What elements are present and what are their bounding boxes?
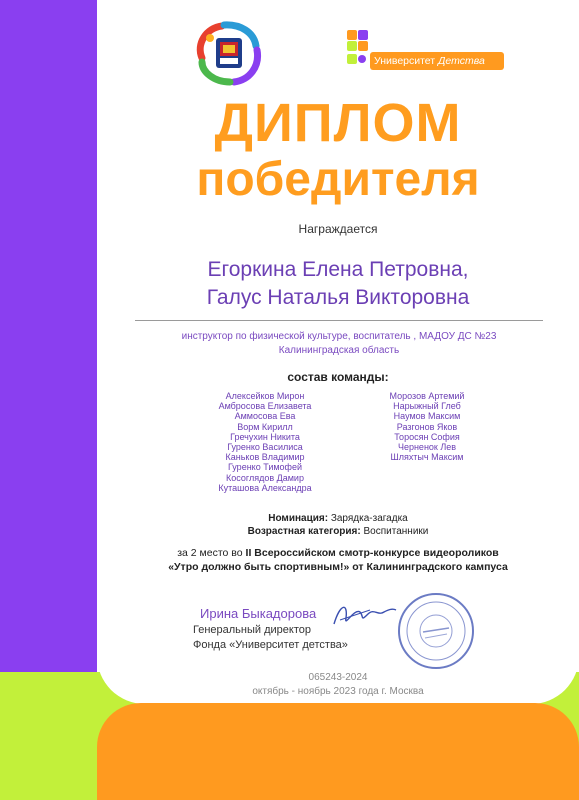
team-title: состав команды: bbox=[287, 370, 389, 384]
team-member: Куташова Александра bbox=[218, 482, 312, 493]
region-line: Калининградская область bbox=[278, 345, 400, 356]
team-member: Торосян София bbox=[394, 431, 460, 442]
nomination-value: Зарядка-загадка bbox=[328, 513, 408, 524]
team-member: Каньков Владимир bbox=[225, 452, 305, 463]
nomination-label: Номинация: bbox=[268, 513, 329, 524]
team-member: Амбросова Елизавета bbox=[218, 401, 312, 412]
brand-badge bbox=[370, 52, 504, 70]
diploma-title: ДИПЛОМ bbox=[214, 93, 462, 153]
nomination-line bbox=[97, 512, 579, 525]
signatory-organization: Фонда «Университет детства» bbox=[193, 639, 348, 651]
place-line-1 bbox=[97, 546, 579, 560]
team-member: Гуренко Тимофей bbox=[228, 462, 302, 473]
position-line: инструктор по физической культуре, воспитатель , МАДОУ ДС №23 bbox=[181, 331, 497, 342]
place-prefix: за 2 место во bbox=[177, 547, 246, 559]
team-member: Ворм Кирилл bbox=[237, 421, 293, 432]
puzzle-logo-icon bbox=[344, 28, 372, 70]
award-place bbox=[97, 546, 579, 574]
signatory-role: Генеральный директор bbox=[193, 624, 311, 636]
team-member: Нарыжный Глеб bbox=[393, 401, 461, 412]
nomination-block bbox=[97, 512, 579, 538]
recipients bbox=[97, 256, 579, 312]
diploma-subtitle: победителя bbox=[196, 153, 480, 206]
team-member: Гречухин Никита bbox=[230, 431, 300, 442]
signatory-name: Ирина Быкадорова bbox=[200, 606, 317, 621]
handwritten-signature bbox=[330, 598, 398, 632]
brand-suffix: Детства bbox=[438, 55, 485, 67]
contest-name: II Всероссийском смотр-конкурсе видеороликов bbox=[245, 547, 499, 559]
team-members-right bbox=[352, 391, 502, 462]
awarded-label: Награждается bbox=[298, 222, 378, 236]
official-stamp bbox=[397, 592, 475, 670]
place-line-2: «Утро должно быть спортивным!» от Калининградского кампуса bbox=[168, 561, 508, 573]
recipient-name: Галус Наталья Викторовна bbox=[206, 286, 470, 309]
team-member: Гуренко Василиса bbox=[227, 442, 303, 453]
team-member: Алексейков Мирон bbox=[225, 391, 305, 401]
team-member: Наумов Максим bbox=[393, 411, 461, 422]
recipient-position bbox=[135, 330, 543, 358]
bottom-orange-band bbox=[97, 703, 579, 800]
brand-prefix: Университет bbox=[374, 55, 436, 67]
divider bbox=[135, 320, 543, 321]
age-category-value: Воспитанники bbox=[360, 526, 429, 537]
team-member: Разгонов Яков bbox=[396, 421, 458, 432]
recipient-name: Егоркина Елена Петровна, bbox=[207, 258, 469, 281]
team-members-left bbox=[190, 391, 340, 493]
team-member: Шляхтыч Максим bbox=[390, 452, 464, 463]
region-emblem-logo bbox=[194, 20, 264, 86]
age-category-line bbox=[97, 525, 579, 538]
team-member: Черненок Лев bbox=[397, 442, 457, 453]
document-number: 065243-2024 bbox=[308, 672, 368, 683]
team-member: Косоглядов Дамир bbox=[226, 472, 304, 483]
age-category-label: Возрастная категория: bbox=[247, 526, 361, 537]
date-place: октябрь - ноябрь 2023 года г. Москва bbox=[252, 686, 424, 697]
team-member: Аммосова Ева bbox=[234, 411, 296, 422]
team-member: Морозов Артемий bbox=[389, 391, 465, 401]
